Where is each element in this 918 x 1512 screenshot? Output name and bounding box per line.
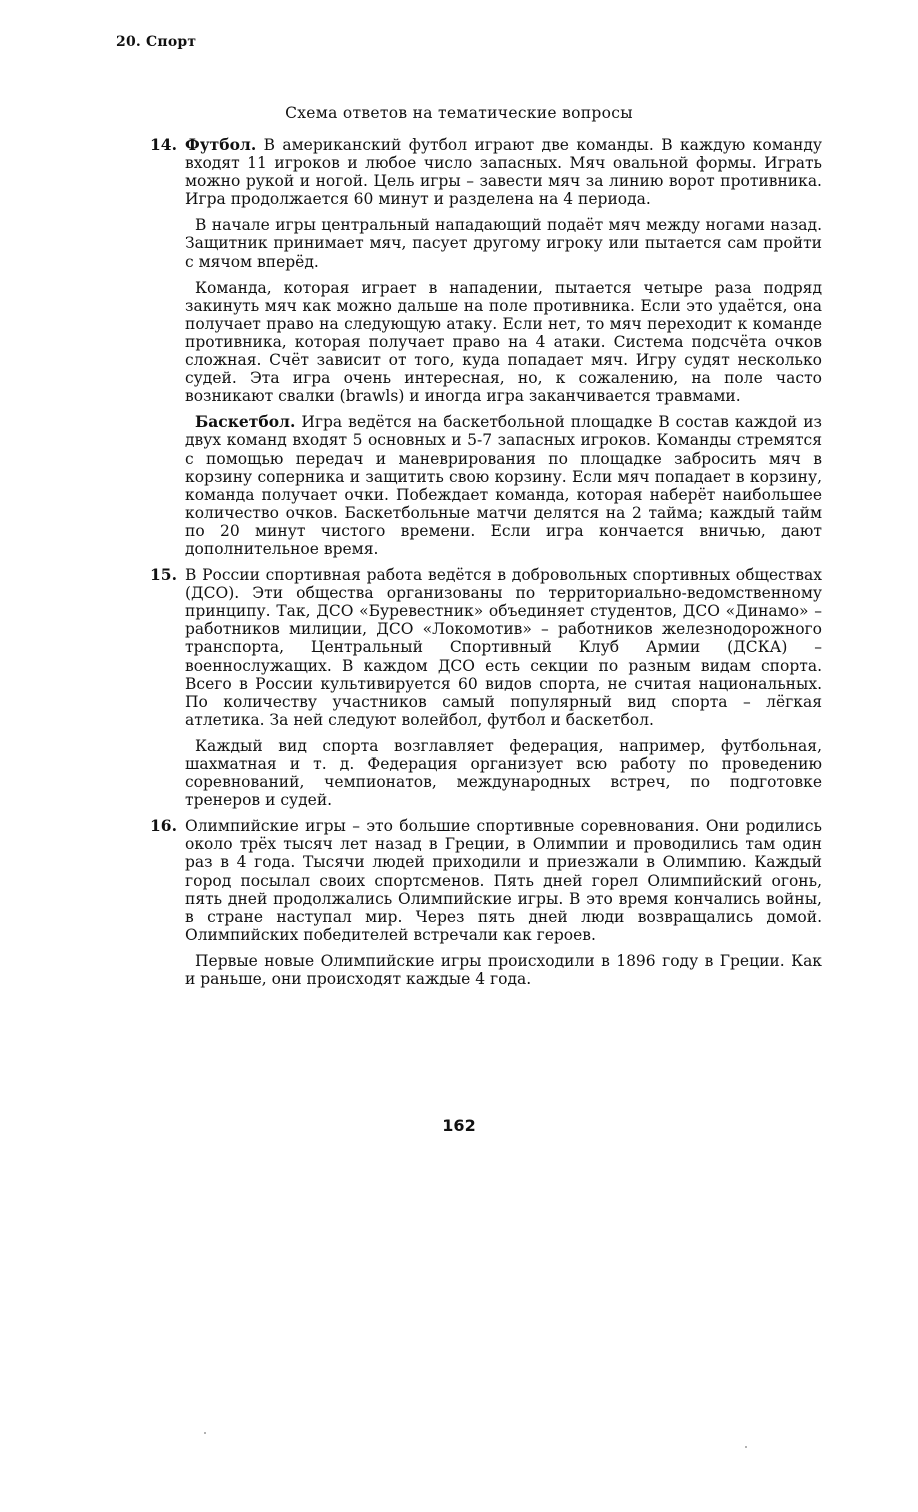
- paragraph: Каждый вид спорта возглавляет федерация, например, футбольная, шахматная и т. д. Федерация организует всю работу по проведению соревнований, чемпионатов, международных встреч, по подготовке тренеров и судей.: [185, 736, 822, 810]
- paragraph: В России спортивная работа ведётся в добровольных спортивных обществах (ДСО). Эти общества организованы по территориально-ведомственному принципу. Так, ДСО «Буревестник» объединяет студентов, ДСО «Динамо» – работников милиции, ДСО «Локомотив» – работников железнодорожного транспорта, Центральный Спортивный Клуб Армии (ДСКА) – военнослужащих. В каждом ДСО есть секции по разным видам спорта. Всего в России культивируется 60 видов спорта, не считая национальных. По количеству участников самый популярный вид спорта – лёгкая атлетика. За ней следуют волейбол, футбол и баскетбол.: [185, 566, 822, 729]
- item-number: 15.: [150, 565, 177, 585]
- item-number: 14.: [150, 135, 177, 154]
- answer-item-15: [150, 566, 822, 809]
- item-number: 16.: [150, 816, 177, 836]
- paragraph-text: В американский футбол играют две команды. В каждую команду входят 11 игроков и любое число запасных. Мяч овальной формы. Играть можно рукой и ногой. Цель игры – завести мяч за линию ворот противника. Игра продолжается 60 минут и разделена на 4 периода.: [185, 136, 822, 209]
- answer-list: [150, 136, 822, 996]
- running-head: 20. Спорт: [116, 34, 197, 50]
- paragraph-football: [185, 136, 822, 208]
- item-body: [185, 136, 822, 558]
- paragraph: Команда, которая играет в нападении, пытается четыре раза подряд закинуть мяч как можно дальше на поле противника. Если это удаётся, она получает право на следующую атаку. Если нет, то мяч переходит к команде противника, которая получает право на 4 атаки. Система подсчёта очков сложная. Счёт зависит от того, куда попадает мяч. Игру судят несколько судей. Эта игра очень интересная, но, к сожалению, на поле часто возникают свалки (brawls) и иногда игра заканчивается травмами.: [185, 278, 822, 406]
- paragraph: В начале игры центральный нападающий подаёт мяч между ногами назад. Защитник принимает мяч, пасует другому игроку или пытается сам пройти с мячом вперёд.: [185, 216, 822, 271]
- section-title: Схема ответов на тематические вопросы: [285, 104, 633, 122]
- page-number: 162: [442, 1116, 476, 1135]
- paragraph-basketball: [185, 413, 822, 558]
- scan-speck: [204, 1432, 206, 1434]
- paragraph-text: Игра ведётся на баскетбольной площадке В состав каждой из двух команд входят 5 основных и 5-7 запасных игроков. Команды стремятся с помощью передач и маневрирования по площадке забросить мяч в корзину соперника и защитить свою корзину. Если мяч попадает в корзину, команда получает очки. Побеждает команда, которая наберёт наибольшее количество очков. Баскетбольные матчи делятся на 2 тайма; каждый тайм по 20 минут чистого времени. Если игра кончается вничью, дают дополнительное время.: [185, 413, 822, 558]
- item-body: [185, 566, 822, 809]
- scan-speck: [745, 1446, 747, 1448]
- item-body: [185, 817, 822, 988]
- answer-item-14: [150, 136, 822, 558]
- term-football: Футбол.: [185, 135, 257, 154]
- paragraph: Олимпийские игры – это большие спортивные соревнования. Они родились около трёх тысяч лет назад в Греции, в Олимпии и проводились там один раз в 4 года. Тысячи людей приходили и приезжали в Олимпию. Каждый город посылал своих спортсменов. Пять дней горел Олимпийский огонь, пять дней продолжались Олимпийские игры. В это время кончались войны, в стране наступал мир. Через пять дней люди возвращались домой. Олимпийских победителей встречали как героев.: [185, 817, 822, 944]
- answer-item-16: [150, 817, 822, 988]
- term-basketball: Баскетбол.: [195, 412, 296, 432]
- paragraph: Первые новые Олимпийские игры происходили в 1896 году в Греции. Как и раньше, они происходят каждые 4 года.: [185, 951, 822, 989]
